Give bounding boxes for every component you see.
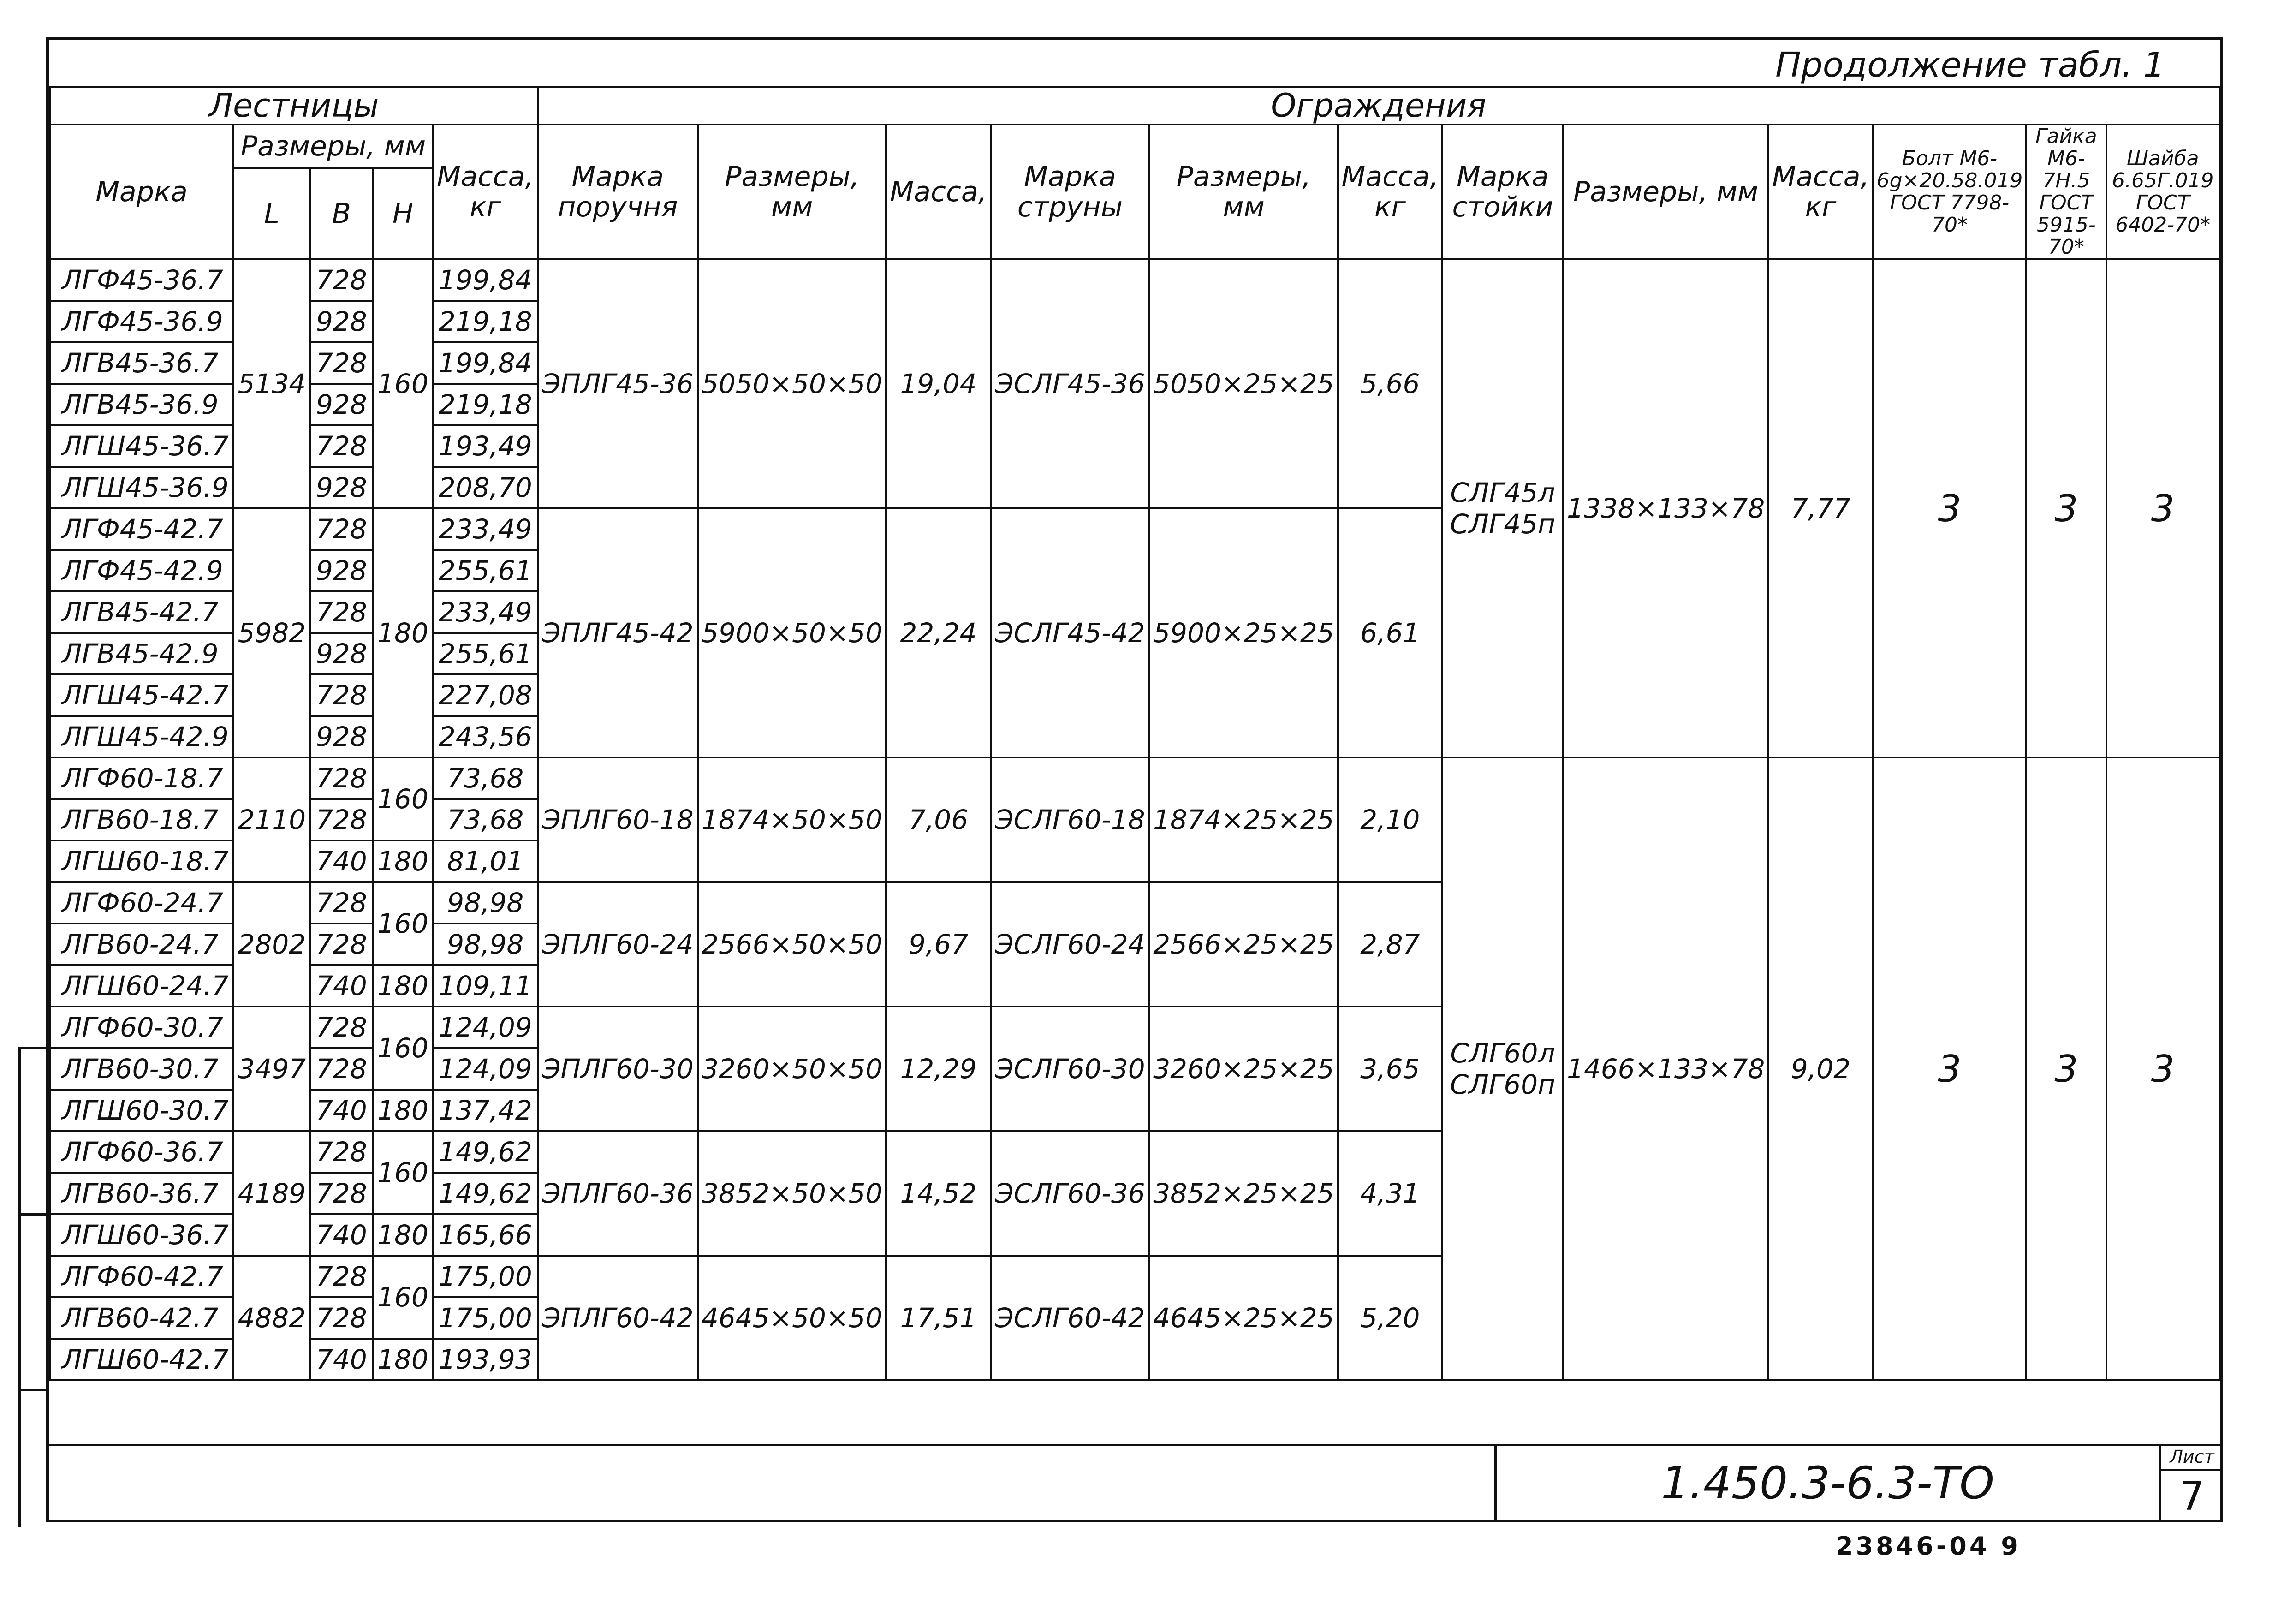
width-B: 740 [310, 1214, 373, 1256]
height-H: 160 [373, 757, 433, 840]
stair-mass: 199,84 [433, 342, 538, 384]
width-B: 728 [310, 1131, 373, 1173]
col-washer: Шайба 6.65Г.019 ГОСТ 6402-70* [2106, 125, 2220, 259]
height-H: 180 [373, 965, 433, 1007]
stair-mass: 109,11 [433, 965, 538, 1007]
stair-mass: 193,93 [433, 1339, 538, 1380]
height-H: 180 [373, 1339, 433, 1380]
length-L: 5982 [233, 508, 310, 757]
string-mark: ЭСЛГ60-18 [991, 757, 1150, 882]
string-size: 5900×25×25 [1149, 508, 1338, 757]
bolt-count: 3 [1873, 259, 2027, 757]
width-B: 728 [310, 674, 373, 716]
length-L: 4189 [233, 1131, 310, 1256]
drawing-frame [46, 37, 2223, 1522]
stair-mark: ЛГФ60-18.7 [50, 757, 233, 799]
rail-size: 5900×50×50 [698, 508, 886, 757]
specification-table [49, 86, 2220, 1381]
col-string-mark: Марка струны [991, 125, 1150, 259]
rail-mass: 7,06 [886, 757, 990, 882]
post-mark [1442, 757, 1563, 1380]
string-mass: 5,66 [1338, 259, 1442, 508]
width-B: 728 [310, 259, 373, 301]
width-B: 928 [310, 716, 373, 757]
stair-mass: 175,00 [433, 1256, 538, 1297]
stair-mass: 137,42 [433, 1090, 538, 1131]
rail-mark: ЭПЛГ60-30 [538, 1007, 698, 1131]
width-B: 928 [310, 633, 373, 674]
col-mark: Марка [50, 125, 233, 259]
sheet-label: Лист [2161, 1447, 2223, 1471]
height-H: 180 [373, 508, 433, 757]
stair-mass: 219,18 [433, 384, 538, 425]
stair-mass: 199,84 [433, 259, 538, 301]
stair-mass: 255,61 [433, 633, 538, 674]
post-size: 1338×133×78 [1563, 259, 1768, 757]
stair-mass: 124,09 [433, 1048, 538, 1090]
table-row [50, 259, 2219, 301]
width-B: 728 [310, 425, 373, 467]
stair-mark: ЛГФ45-36.7 [50, 259, 233, 301]
document-code: 1.450.3-6.3-ТО [1494, 1444, 2159, 1522]
stair-mark: ЛГВ60-30.7 [50, 1048, 233, 1090]
rail-mass: 17,51 [886, 1256, 990, 1380]
stairs-group-header: Лестницы [50, 87, 538, 125]
rail-mark: ЭПЛГ60-42 [538, 1256, 698, 1380]
height-H: 160 [373, 1007, 433, 1090]
stair-mark: ЛГВ45-42.9 [50, 633, 233, 674]
width-B: 728 [310, 1297, 373, 1339]
stair-mass: 81,01 [433, 840, 538, 882]
string-mass: 5,20 [1338, 1256, 1442, 1380]
stair-mass: 149,62 [433, 1173, 538, 1214]
rail-mark: ЭПЛГ60-24 [538, 882, 698, 1007]
stair-mass: 193,49 [433, 425, 538, 467]
rail-size: 1874×50×50 [698, 757, 886, 882]
sheet-box [2159, 1444, 2223, 1522]
string-mark: ЭСЛГ45-42 [991, 508, 1150, 757]
width-B: 740 [310, 840, 373, 882]
stair-mass: 73,68 [433, 757, 538, 799]
string-mark: ЭСЛГ45-36 [991, 259, 1150, 508]
post-mass: 9,02 [1768, 757, 1873, 1380]
width-B: 928 [310, 550, 373, 591]
col-L: L [233, 168, 310, 259]
rail-mark: ЭПЛГ60-36 [538, 1131, 698, 1256]
col-bolt: Болт М6-6g×20.58.019 ГОСТ 7798-70* [1873, 125, 2027, 259]
string-mark: ЭСЛГ60-30 [991, 1007, 1150, 1131]
width-B: 728 [310, 882, 373, 924]
stair-mass: 175,00 [433, 1297, 538, 1339]
stair-mark: ЛГШ60-18.7 [50, 840, 233, 882]
binding-tick [18, 1389, 46, 1391]
table-row [50, 757, 2219, 799]
rail-mark: ЭПЛГ45-36 [538, 259, 698, 508]
binding-tick [18, 1213, 46, 1216]
string-mass: 4,31 [1338, 1131, 1442, 1256]
width-B: 740 [310, 1339, 373, 1380]
stair-mark: ЛГФ60-24.7 [50, 882, 233, 924]
stair-mass: 227,08 [433, 674, 538, 716]
rail-mass: 12,29 [886, 1007, 990, 1131]
stair-mark: ЛГШ45-42.7 [50, 674, 233, 716]
length-L: 2110 [233, 757, 310, 882]
stair-mark: ЛГВ60-36.7 [50, 1173, 233, 1214]
string-mark: ЭСЛГ60-24 [991, 882, 1150, 1007]
string-size: 4645×25×25 [1149, 1256, 1338, 1380]
width-B: 928 [310, 301, 373, 342]
width-B: 740 [310, 1090, 373, 1131]
col-H: H [373, 168, 433, 259]
rail-size: 2566×50×50 [698, 882, 886, 1007]
stair-mass: 165,66 [433, 1214, 538, 1256]
stair-mass: 255,61 [433, 550, 538, 591]
stair-mark: ЛГВ60-18.7 [50, 799, 233, 840]
stair-mark: ЛГШ45-42.9 [50, 716, 233, 757]
rail-mass: 19,04 [886, 259, 990, 508]
post-size: 1466×133×78 [1563, 757, 1768, 1380]
stair-mark: ЛГФ45-42.9 [50, 550, 233, 591]
stair-mark: ЛГФ60-42.7 [50, 1256, 233, 1297]
col-nut: Гайка М6-7Н.5 ГОСТ 5915-70* [2026, 125, 2106, 259]
width-B: 728 [310, 1256, 373, 1297]
stair-mass: 233,49 [433, 591, 538, 633]
stair-mass: 98,98 [433, 882, 538, 924]
col-rail-mark: Марка поручня [538, 125, 698, 259]
post-mark-right: СЛГ60п [1450, 1069, 1556, 1100]
stair-mark: ЛГФ60-30.7 [50, 1007, 233, 1048]
length-L: 3497 [233, 1007, 310, 1131]
stair-mark: ЛГВ60-42.7 [50, 1297, 233, 1339]
col-rail-mass: Масса, [886, 125, 990, 259]
stair-mass: 208,70 [433, 467, 538, 508]
width-B: 728 [310, 342, 373, 384]
col-B: B [310, 168, 373, 259]
height-H: 180 [373, 1214, 433, 1256]
rail-mark: ЭПЛГ45-42 [538, 508, 698, 757]
width-B: 728 [310, 757, 373, 799]
post-mark-left: СЛГ60л [1450, 1037, 1555, 1069]
stair-mark: ЛГШ60-42.7 [50, 1339, 233, 1380]
fences-group-header: Ограждения [538, 87, 2219, 125]
col-rail-sizes: Размеры, мм [698, 125, 886, 259]
nut-count: 3 [2026, 757, 2106, 1380]
washer-count: 3 [2106, 757, 2220, 1380]
length-L: 4882 [233, 1256, 310, 1380]
width-B: 728 [310, 591, 373, 633]
height-H: 180 [373, 1090, 433, 1131]
width-B: 728 [310, 924, 373, 965]
height-H: 180 [373, 840, 433, 882]
sheet-number: 7 [2179, 1473, 2205, 1520]
string-mass: 6,61 [1338, 508, 1442, 757]
length-L: 2802 [233, 882, 310, 1007]
col-string-mass: Масса, кг [1338, 125, 1442, 259]
string-mass: 3,65 [1338, 1007, 1442, 1131]
string-mass: 2,87 [1338, 882, 1442, 1007]
rail-size: 3852×50×50 [698, 1131, 886, 1256]
rail-mass: 22,24 [886, 508, 990, 757]
width-B: 728 [310, 1173, 373, 1214]
archive-number: 23846-04 9 [1836, 1532, 2021, 1561]
width-B: 740 [310, 965, 373, 1007]
stair-mass: 124,09 [433, 1007, 538, 1048]
width-B: 728 [310, 1007, 373, 1048]
col-sizes: Размеры, мм [233, 125, 433, 168]
stair-mark: ЛГШ45-36.7 [50, 425, 233, 467]
stair-mark: ЛГВ45-36.7 [50, 342, 233, 384]
stair-mark: ЛГШ60-24.7 [50, 965, 233, 1007]
stair-mass: 98,98 [433, 924, 538, 965]
stair-mark: ЛГШ45-36.9 [50, 467, 233, 508]
col-mass: Масса, кг [433, 125, 538, 259]
rail-size: 3260×50×50 [698, 1007, 886, 1131]
height-H: 160 [373, 259, 433, 508]
height-H: 160 [373, 1256, 433, 1339]
stair-mark: ЛГВ45-36.9 [50, 384, 233, 425]
string-size: 5050×25×25 [1149, 259, 1338, 508]
stair-mass: 149,62 [433, 1131, 538, 1173]
stair-mark: ЛГВ60-24.7 [50, 924, 233, 965]
rail-size: 4645×50×50 [698, 1256, 886, 1380]
post-mark-right: СЛГ45п [1450, 508, 1556, 540]
stair-mark: ЛГШ60-30.7 [50, 1090, 233, 1131]
bolt-count: 3 [1873, 757, 2027, 1380]
string-mark: ЭСЛГ60-42 [991, 1256, 1150, 1380]
col-post-sizes: Размеры, мм [1563, 125, 1768, 259]
stair-mark: ЛГФ45-36.9 [50, 301, 233, 342]
width-B: 728 [310, 508, 373, 550]
width-B: 728 [310, 799, 373, 840]
stair-mark: ЛГФ45-42.7 [50, 508, 233, 550]
col-post-mark: Марка стойки [1442, 125, 1563, 259]
string-mark: ЭСЛГ60-36 [991, 1131, 1150, 1256]
stair-mark: ЛГВ45-42.7 [50, 591, 233, 633]
binding-tick [18, 1047, 46, 1049]
stair-mark: ЛГФ60-36.7 [50, 1131, 233, 1173]
width-B: 728 [310, 1048, 373, 1090]
string-mass: 2,10 [1338, 757, 1442, 882]
stair-mark: ЛГШ60-36.7 [50, 1214, 233, 1256]
post-mark [1442, 259, 1563, 757]
string-size: 3852×25×25 [1149, 1131, 1338, 1256]
binding-margin [18, 1047, 48, 1527]
rail-mark: ЭПЛГ60-18 [538, 757, 698, 882]
nut-count: 3 [2026, 259, 2106, 757]
height-H: 160 [373, 882, 433, 965]
stair-mass: 233,49 [433, 508, 538, 550]
string-size: 3260×25×25 [1149, 1007, 1338, 1131]
col-string-sizes: Размеры, мм [1149, 125, 1338, 259]
post-mark-left: СЛГ45л [1450, 477, 1555, 508]
stair-mass: 219,18 [433, 301, 538, 342]
stair-mass: 73,68 [433, 799, 538, 840]
string-size: 1874×25×25 [1149, 757, 1338, 882]
rail-size: 5050×50×50 [698, 259, 886, 508]
continuation-label: Продолжение табл. 1 [1775, 45, 2165, 85]
width-B: 928 [310, 384, 373, 425]
length-L: 5134 [233, 259, 310, 508]
post-mass: 7,77 [1768, 259, 1873, 757]
rail-mass: 9,67 [886, 882, 990, 1007]
width-B: 928 [310, 467, 373, 508]
col-post-mass: Масса, кг [1768, 125, 1873, 259]
height-H: 160 [373, 1131, 433, 1214]
rail-mass: 14,52 [886, 1131, 990, 1256]
stair-mass: 243,56 [433, 716, 538, 757]
string-size: 2566×25×25 [1149, 882, 1338, 1007]
washer-count: 3 [2106, 259, 2220, 757]
